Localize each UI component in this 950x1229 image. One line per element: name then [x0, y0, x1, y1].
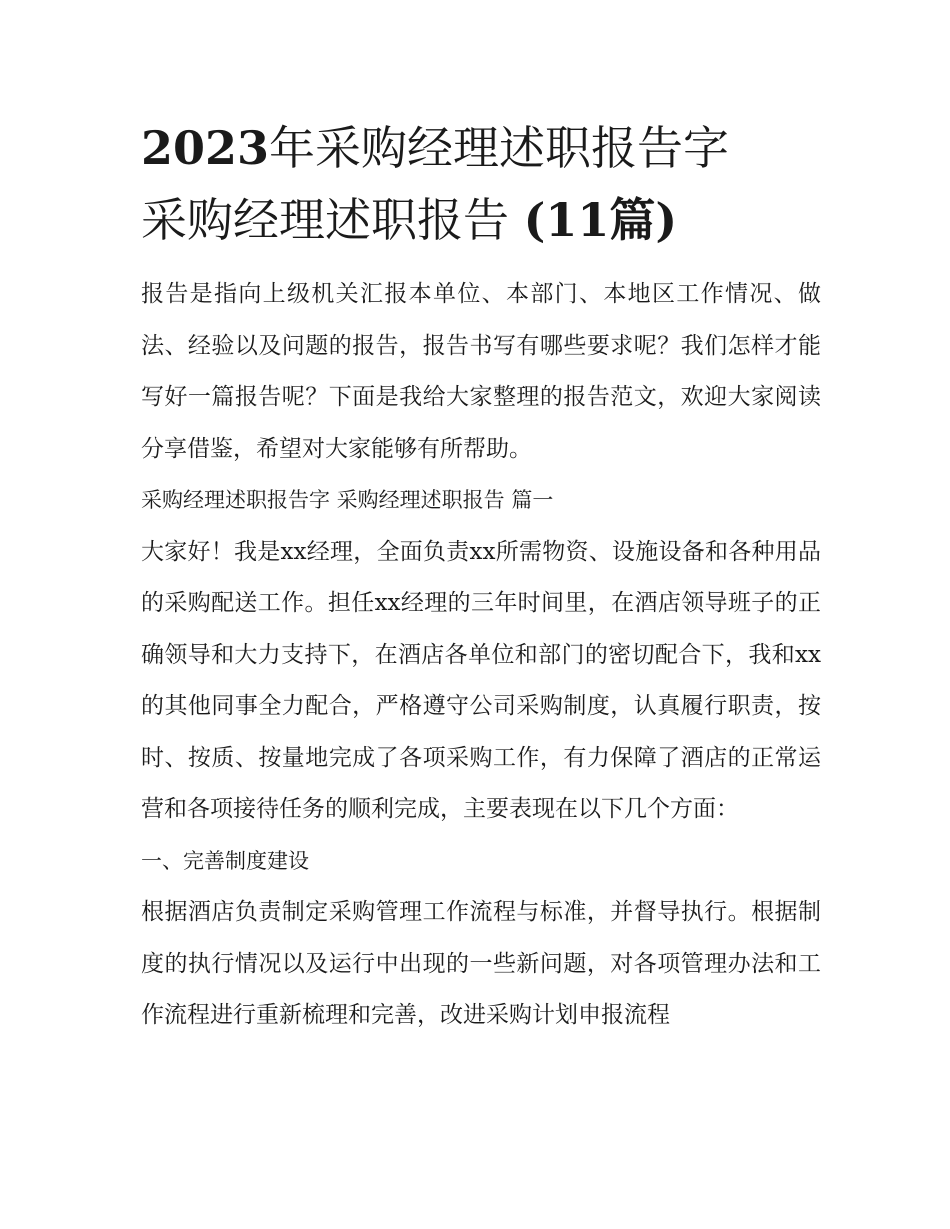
title-line-1-text: 年采购经理述职报告字	[269, 121, 730, 175]
section-heading: 采购经理述职报告字 采购经理述职报告 篇一	[141, 488, 554, 512]
title-year: 2023	[141, 121, 270, 175]
body-paragraph: 大家好！我是xx经理，全面负责xx所需物资、设施设备和各种用品的采购配送工作。担任xx经理的三年时间里，在酒店领导班子的正确领导和大力支持下，在酒店各单位和部门的密切配合下，我和xx的其他同事全力配合，严格遵守公司采购制度，认真履行职责，按时、按质、按量地完成了各项采购工作，有力保障了酒店的正常运营和各项接待任务的顺利完成，主要表现在以下几个方面：	[141, 538, 821, 822]
title-line-2-text: 采购经理述职报告	[141, 193, 509, 247]
document-page	[141, 112, 821, 1042]
title-count: (11篇)	[523, 193, 678, 247]
intro-paragraph: 报告是指向上级机关汇报本单位、本部门、本地区工作情况、做法、经验以及问题的报告，报告书写有哪些要求呢？我们怎样才能写好一篇报告呢？下面是我给大家整理的报告范文，欢迎大家阅读分享借鉴，希望对大家能够有所帮助。	[141, 281, 821, 462]
title-line-1	[141, 112, 821, 184]
title-line-2	[141, 184, 821, 256]
document-title	[141, 112, 821, 256]
document-body	[141, 269, 821, 1042]
body-paragraph: 根据酒店负责制定采购管理工作流程与标准，并督导执行。根据制度的执行情况以及运行中出现的一些新问题，对各项管理办法和工作流程进行重新梳理和完善，改进采购计划申报流程	[141, 899, 821, 1028]
subsection-heading: 一、完善制度建设	[141, 848, 309, 873]
